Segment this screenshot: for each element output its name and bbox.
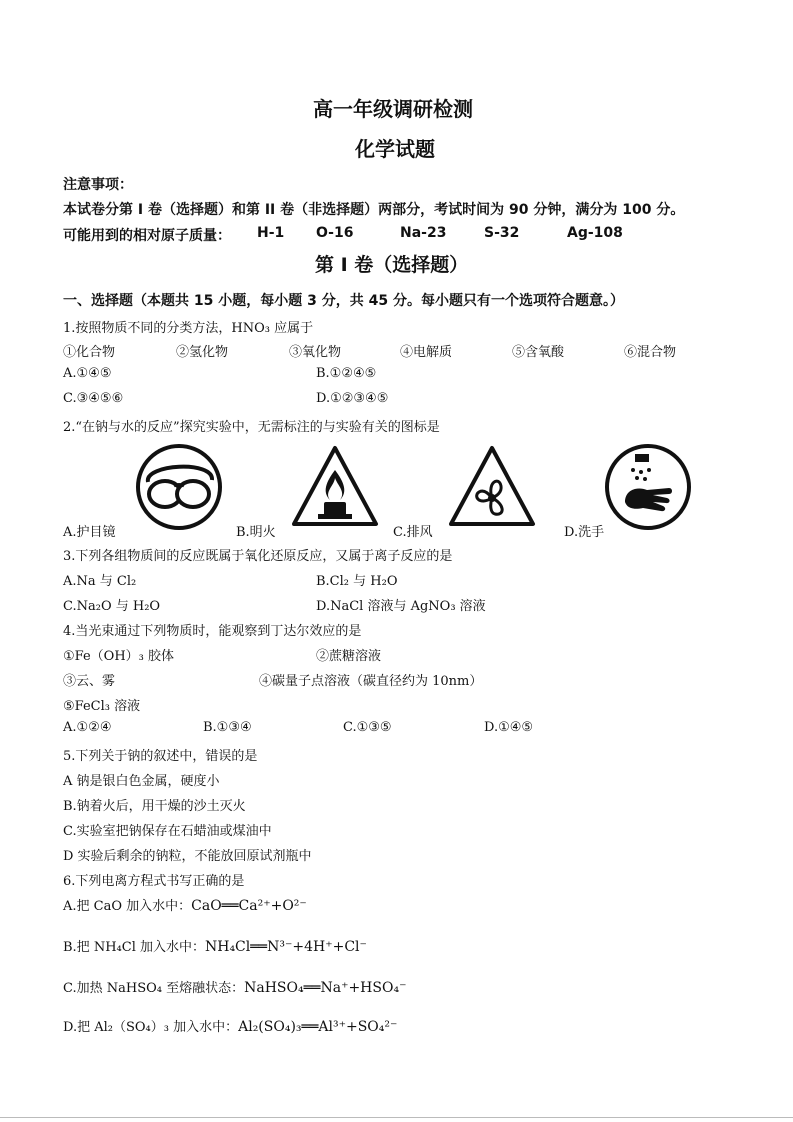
section-heading: 一、选择题（本题共 15 小题，每小题 3 分，共 45 分。每小题只有一个选项符合题意。）: [63, 293, 624, 309]
atomic-mass: Ag-108: [567, 225, 623, 241]
part-title: 第 I 卷（选择题）: [315, 254, 469, 276]
option-label: A.把 CaO 加入水中：: [63, 899, 192, 914]
atomic-mass: H-1: [257, 225, 285, 241]
equation: Al₂(SO₄)₃══Al³⁺+SO₄²⁻: [238, 1019, 398, 1035]
answer-option[interactable]: D 实验后剩余的钠粒，不能放回原试剂瓶中: [63, 849, 312, 864]
notice-heading: 注意事项：: [63, 177, 133, 193]
answer-option[interactable]: C.实验室把钠保存在石蜡油或煤油中: [63, 824, 272, 839]
page-divider: [0, 1117, 793, 1118]
option-label: D.把 Al₂（SO₄）₃ 加入水中：: [63, 1020, 239, 1035]
question-stem: 1.按照物质不同的分类方法，HNO₃ 应属于: [63, 321, 314, 336]
answer-option[interactable]: A.①④⑤: [63, 366, 112, 381]
answer-option[interactable]: [63, 936, 367, 955]
answer-option[interactable]: D.①②③④⑤: [316, 391, 389, 406]
question-item: ⑤含氧酸: [512, 345, 565, 360]
goggles-icon: [134, 442, 224, 532]
question-item: ②氢化物: [176, 345, 229, 360]
answer-option[interactable]: A.①②④: [63, 720, 112, 735]
answer-option[interactable]: A.护目镜: [63, 525, 116, 540]
atomic-mass: O-16: [316, 225, 354, 241]
question-item: ①Fe（OH）₃ 胶体: [63, 649, 174, 664]
answer-option[interactable]: D.NaCl 溶液与 AgNO₃ 溶液: [316, 599, 486, 614]
atomic-mass: Na-23: [400, 225, 447, 241]
answer-option[interactable]: B.①③④: [203, 720, 252, 735]
question-stem: 3.下列各组物质间的反应既属于氧化还原反应，又属于离子反应的是: [63, 549, 453, 564]
equation: CaO══Ca²⁺+O²⁻: [191, 898, 307, 914]
atomic-mass: S-32: [484, 225, 520, 241]
answer-option[interactable]: [63, 1016, 397, 1035]
answer-option[interactable]: [63, 895, 307, 914]
atomic-mass-label: 可能用到的相对原子质量：: [63, 228, 231, 244]
question-item: ②蔗糖溶液: [316, 649, 382, 664]
answer-option[interactable]: A.Na 与 Cl₂: [63, 574, 137, 589]
answer-option[interactable]: D.①④⑤: [484, 720, 534, 735]
question-item: ⑥混合物: [624, 345, 677, 360]
question-item: ④电解质: [400, 345, 453, 360]
answer-option[interactable]: [63, 977, 406, 996]
question-item: ①化合物: [63, 345, 116, 360]
fan-icon: [447, 442, 537, 532]
answer-option[interactable]: C.③④⑤⑥: [63, 391, 124, 406]
option-label: B.把 NH₄Cl 加入水中：: [63, 940, 205, 955]
option-label: C.加热 NaHSO₄ 至熔融状态：: [63, 981, 245, 996]
question-stem: 6.下列电离方程式书写正确的是: [63, 874, 245, 889]
page-subtitle: 化学试题: [355, 137, 435, 161]
flame-icon: [290, 442, 380, 532]
question-item: ③氧化物: [289, 345, 342, 360]
answer-option[interactable]: A 钠是银白色金属，硬度小: [63, 774, 220, 789]
answer-option[interactable]: B.Cl₂ 与 H₂O: [316, 574, 398, 589]
question-stem: 2.“在钠与水的反应”探究实验中，无需标注的与实验有关的图标是: [63, 420, 440, 435]
question-item: ④碳量子点溶液（碳直径约为 10nm）: [259, 674, 483, 689]
answer-option[interactable]: B.钠着火后，用干燥的沙土灭火: [63, 799, 246, 814]
notice-line: 本试卷分第 I 卷（选择题）和第 II 卷（非选择题）两部分，考试时间为 90 分钟，满分为 100 分。: [63, 202, 685, 218]
question-item: ⑤FeCl₃ 溶液: [63, 699, 141, 714]
answer-option[interactable]: C.①③⑤: [343, 720, 392, 735]
question-stem: 5.下列关于钠的叙述中，错误的是: [63, 749, 258, 764]
handwash-icon: [603, 442, 693, 532]
answer-option[interactable]: C.Na₂O 与 H₂O: [63, 599, 161, 614]
answer-option[interactable]: C.排风: [393, 525, 433, 540]
equation: NaHSO₄══Na⁺+HSO₄⁻: [244, 980, 407, 996]
answer-option[interactable]: B.明火: [236, 525, 276, 540]
answer-option[interactable]: D.洗手: [564, 525, 605, 540]
question-stem: 4.当光束通过下列物质时，能观察到丁达尔效应的是: [63, 624, 362, 639]
answer-option[interactable]: B.①②④⑤: [316, 366, 377, 381]
equation: NH₄Cl══N³⁻+4H⁺+Cl⁻: [204, 939, 367, 955]
question-item: ③云、雾: [63, 674, 116, 689]
page-title: 高一年级调研检测: [313, 97, 473, 121]
